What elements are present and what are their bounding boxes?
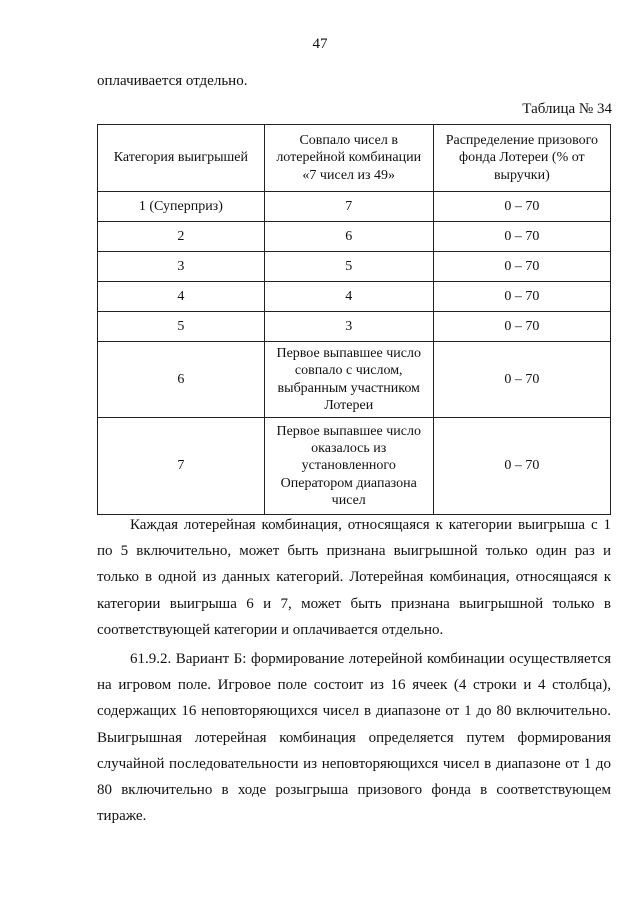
cell-matched: 5 <box>264 252 433 282</box>
cell-share: 0 – 70 <box>433 312 610 342</box>
cell-category: 3 <box>98 252 265 282</box>
body-text <box>97 512 611 829</box>
header-matched-numbers: Совпало чисел в лотерейной комбинации «7 чисел из 49» <box>264 125 433 192</box>
cell-matched: 7 <box>264 192 433 222</box>
cell-matched: 4 <box>264 282 433 312</box>
cell-category: 6 <box>98 342 265 418</box>
cell-share: 0 – 70 <box>433 192 610 222</box>
table-caption: Таблица № 34 <box>522 101 612 117</box>
header-category: Категория выигрышей <box>98 125 265 192</box>
cell-category: 1 (Суперприз) <box>98 192 265 222</box>
paragraph-variant-b: 61.9.2. Вариант Б: формирование лотерейной комбинации осуществляется на игровом поле. Игровое поле состоит из 16 ячеек (4 строки и 4 столбца), содержащих 16 неповторяющихся чисел в диапазоне от 1 до 80 включительно. Выигрышная лотерейная комбинация определяется путем формирования случайной последовательности из неповторяющихся чисел в диапазоне от 1 до 80 включительно в ходе розыгрыша призового фонда в соответствующем тираже. <box>97 651 611 825</box>
cell-category: 2 <box>98 222 265 252</box>
table-row <box>98 342 611 418</box>
continued-text-line: оплачивается отдельно. <box>97 73 248 89</box>
table-row <box>98 312 611 342</box>
cell-category: 7 <box>98 418 265 515</box>
cell-share: 0 – 70 <box>433 418 610 515</box>
cell-category: 4 <box>98 282 265 312</box>
cell-matched: Первое выпавшее число оказалось из установленного Оператором диапазона чисел <box>264 418 433 515</box>
cell-share: 0 – 70 <box>433 222 610 252</box>
cell-matched: Первое выпавшее число совпало с числом, выбранным участником Лотереи <box>264 342 433 418</box>
cell-share: 0 – 70 <box>433 252 610 282</box>
cell-matched: 3 <box>264 312 433 342</box>
cell-category: 5 <box>98 312 265 342</box>
table-row <box>98 252 611 282</box>
paragraph-categories-note: Каждая лотерейная комбинация, относящаяся к категории выигрыша с 1 по 5 включительно, может быть признана выигрышной только один раз и только в одной из данных категорий. Лотерейная комбинация, относящаяся к категории выигрыша 6 и 7, может быть признана выигрышной только в соответствующей категории и оплачивается отдельно. <box>97 517 611 638</box>
cell-matched: 6 <box>264 222 433 252</box>
cell-share: 0 – 70 <box>433 282 610 312</box>
header-prize-share: Распределение призового фонда Лотереи (% от выручки) <box>433 125 610 192</box>
cell-share: 0 – 70 <box>433 342 610 418</box>
page-number: 47 <box>312 36 328 52</box>
table-row <box>98 192 611 222</box>
table-row <box>98 418 611 515</box>
table-header-row <box>98 125 611 192</box>
prize-distribution-table <box>97 124 611 515</box>
table-row <box>98 282 611 312</box>
table-row <box>98 222 611 252</box>
